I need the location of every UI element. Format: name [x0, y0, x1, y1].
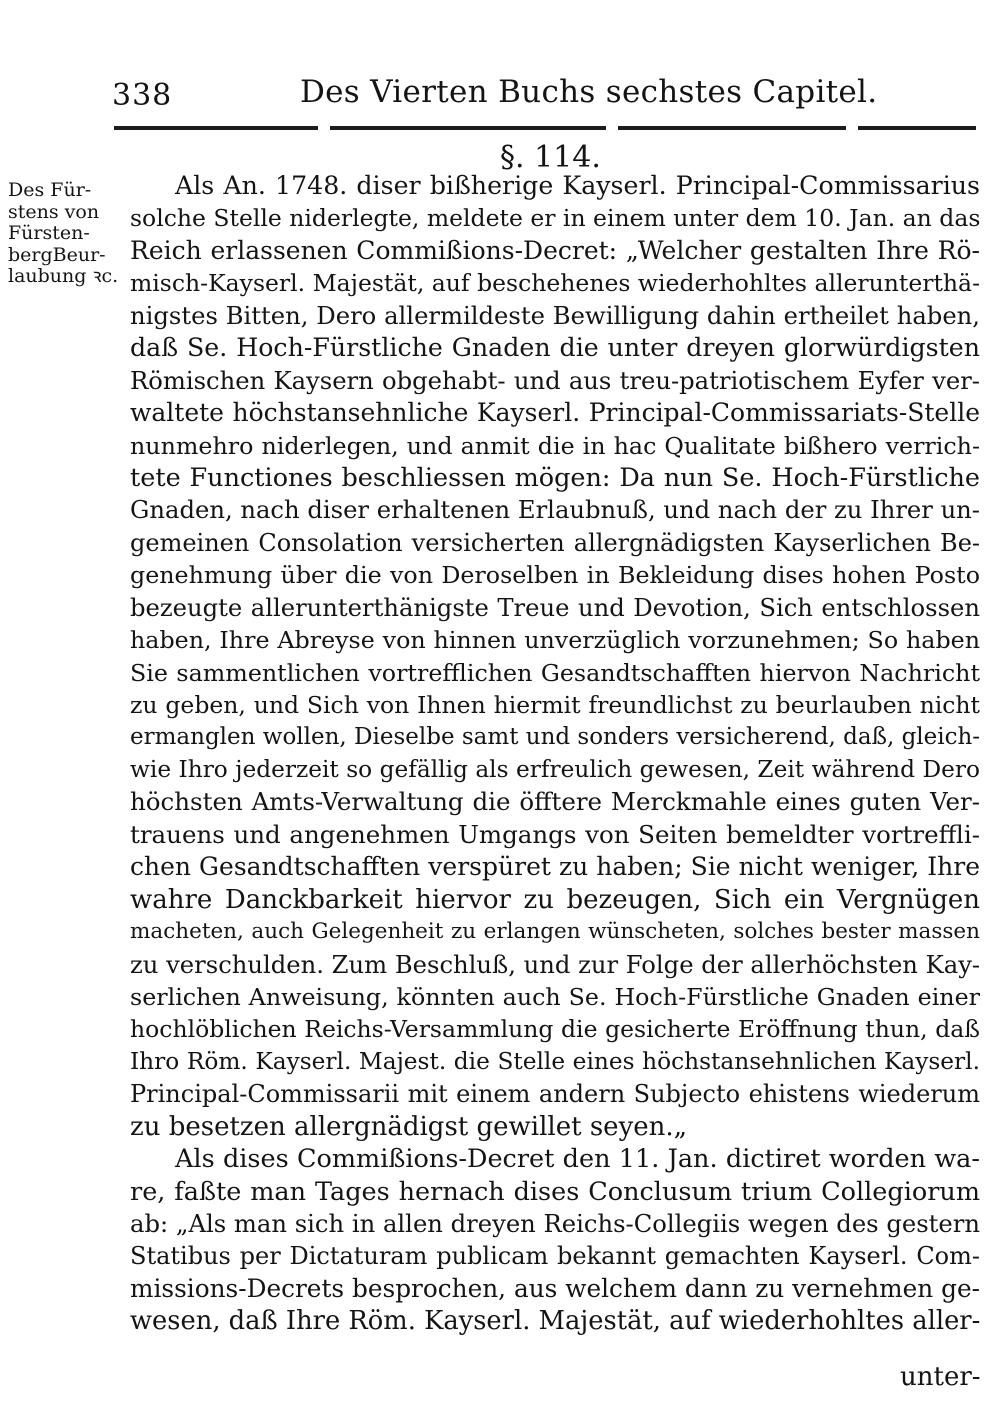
text-line: missions-Decrets besprochen, aus welchem dann zu vernehmen ge-: [130, 1273, 980, 1303]
margin-note-line: Des Für-: [8, 179, 92, 201]
section-heading: §. 114.: [500, 140, 601, 175]
text-line: Gnaden, nach diser erhaltenen Erlaubnuß, und nach der zu Ihrer un-: [130, 495, 980, 525]
text-line: genehmung über die von Deroselben in Bekleidung dises hohen Posto: [130, 561, 980, 590]
text-line: ermanglen wollen, Dieselbe samt und sonders versicherend, daß, gleich-: [130, 724, 980, 751]
text-line: trauens und angenehmen Umgangs von Seiten bemeldter vortreffli-: [130, 819, 980, 849]
text-line: nunmehro niderlegen, und anmit die in hac Qualitate bißhero verrich-: [130, 431, 980, 460]
margin-note-line: bergBeur-: [8, 243, 106, 266]
text-line: Römischen Kaysern obgehabt- und aus treu-patriotischem Eyfer ver-: [130, 365, 980, 395]
text-line: misch-Kayserl. Majestät, auf beschehenes wiederhohltes allerunterthä-: [130, 269, 980, 298]
text-line: hochlöblichen Reichs-Versammlung die gesicherte Eröffnung thun, daß: [130, 1015, 980, 1044]
text-line: bezeugte allerunterthänigste Treue und Devotion, Sich entschlossen: [130, 592, 980, 622]
header-rule-break: [846, 125, 858, 131]
text-line: haben, Ihre Abreyse von hinnen unverzüglich vorzunehmen; So haben: [130, 626, 980, 655]
text-line: wesen, daß Ihre Röm. Kayserl. Majestät, auf wiederhohltes aller-: [130, 1306, 980, 1337]
text-line: waltete höchstansehnliche Kayserl. Principal-Commissariats-Stelle: [130, 398, 980, 428]
text-line: macheten, auch Gelegenheit zu erlangen wünscheten, solches bester massen: [130, 919, 980, 945]
text-line: Ihro Röm. Kayserl. Majest. die Stelle eines höchstansehnlichen Kayserl.: [130, 1047, 980, 1075]
margin-note-line: laubung ꝛc.: [8, 265, 119, 287]
body-text: [130, 170, 980, 1338]
margin-note-line: stens von: [8, 200, 100, 223]
text-line: Reich erlassenen Commißions-Decret: „Welcher gestalten Ihre Rö-: [130, 235, 980, 265]
text-line: nigstes Bitten, Dero allermildeste Bewilligung dahin ertheilet haben,: [130, 300, 980, 330]
text-line: ab: „Als man sich in allen dreyen Reichs-Collegiis wegen des gestern: [130, 1209, 980, 1238]
text-line: tete Functiones beschliessen mögen: Da nun Se. Hoch-Fürstliche: [130, 462, 980, 493]
page-number: 338: [112, 78, 173, 113]
text-line: wie Ihro jederzeit so gefällig als erfreulich gewesen, Zeit während Dero: [130, 755, 980, 783]
text-line: solche Stelle niderlegte, meldete er in einem unter dem 10. Jan. an das: [130, 204, 980, 233]
text-line: zu geben, und Sich von Ihnen hiermit freundlichst zu beurlauben nicht: [130, 691, 980, 719]
text-line: serlichen Anweisung, könnten auch Se. Hoch-Fürstliche Gnaden einer: [130, 982, 980, 1011]
margin-note: [8, 180, 123, 288]
text-line: höchsten Amts-Verwaltung die öfftere Merckmahle eines guten Ver-: [130, 787, 980, 817]
text-line: zu besetzen allergnädigst gewillet seyen.„: [130, 1111, 688, 1142]
header-rule-break: [606, 125, 618, 131]
text-line: wahre Danckbarkeit hiervor zu bezeugen, Sich ein Vergnügen: [130, 884, 980, 915]
text-line: re, faßte man Tages hernach dises Conclusum trium Collegiorum: [130, 1176, 980, 1207]
margin-note-line: Fürsten-: [8, 222, 90, 244]
text-line: Statibus per Dictaturam publicam bekannt gemachten Kayserl. Com-: [130, 1242, 980, 1271]
text-line: Principal-Commissarii mit einem andern Subjecto ehistens wiederum: [130, 1080, 980, 1109]
catchword: unter-: [900, 1362, 981, 1392]
running-head: Des Vierten Buchs sechstes Capitel.: [300, 74, 878, 110]
header-rule-break: [318, 125, 330, 131]
text-line: Als An. 1748. diser bißherige Kayserl. Principal-Commissarius: [175, 171, 980, 200]
text-line: Als dises Commißions-Decret den 11. Jan. dictiret worden wa-: [175, 1144, 980, 1175]
text-line: gemeinen Consolation versicherten allergnädigsten Kayserlichen Be-: [130, 528, 980, 557]
text-line: daß Se. Hoch-Fürstliche Gnaden die unter dreyen glorwürdigsten: [130, 333, 980, 363]
text-line: chen Gesandtschafften verspüret zu haben; Sie nicht weniger, Ihre: [130, 852, 980, 882]
text-line: Sie sammentlichen vortrefflichen Gesandtschafften hiervon Nachricht: [130, 658, 980, 687]
text-line: zu verschulden. Zum Beschluß, und zur Folge der allerhöchsten Kay-: [130, 949, 980, 979]
